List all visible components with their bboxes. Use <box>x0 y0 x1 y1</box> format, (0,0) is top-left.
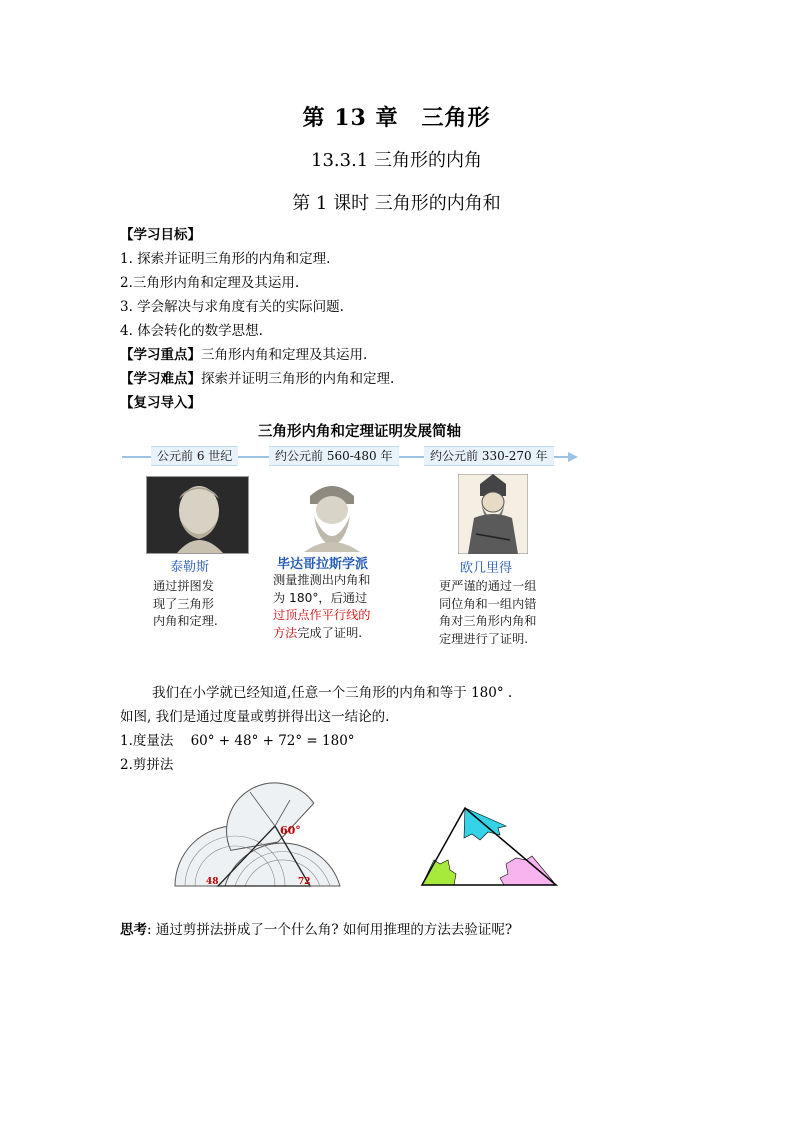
era-label: 约公元前 560-480 年 <box>269 446 399 466</box>
thales-name: 泰勒斯 <box>170 560 210 575</box>
objectives-label: 【学习目标】 <box>120 227 201 243</box>
think-text: : 通过剪拼法拼成了一个什么角? 如何用推理的方法去验证呢? <box>147 922 513 938</box>
pythagoras-portrait <box>296 476 368 552</box>
euclid-name: 欧几里得 <box>460 561 513 576</box>
chapter-title: 第 13 章 三角形 <box>302 105 491 131</box>
think-label: 思考 <box>120 922 147 938</box>
pythagoras-description: 测量推测出内角和 为 180°，后通过 过顶点作平行线的 方法完成了证明. <box>273 573 371 640</box>
review-label: 【复习导入】 <box>120 395 201 411</box>
era-label: 公元前 6 世纪 <box>151 446 238 466</box>
intro-line-1: 我们在小学就已经知道,任意一个三角形的内角和等于 180° . <box>152 685 513 701</box>
thales-portrait <box>146 476 249 554</box>
angle-left-label: 48 <box>206 877 219 887</box>
euclid-description: 更严谨的通过一组 同位角和一组内错 角对三角形内角和 定理进行了证明. <box>439 579 537 646</box>
focus-line <box>120 345 367 365</box>
pythagoras-name: 毕达哥拉斯学派 <box>277 557 369 572</box>
difficulty-line <box>120 369 394 389</box>
method-2-label: 2.剪拼法 <box>120 757 174 773</box>
method-1-label: 1.度量法 <box>120 733 174 749</box>
euclid-portrait <box>458 474 528 554</box>
difficulty-text: 探索并证明三角形的内角和定理. <box>201 371 395 387</box>
timeline-title: 三角形内角和定理证明发展简轴 <box>258 424 461 440</box>
protractor-figure <box>170 780 345 890</box>
think-line <box>120 920 512 940</box>
era-label: 约公元前 330-270 年 <box>424 446 554 466</box>
focus-text: 三角形内角和定理及其运用. <box>201 347 368 363</box>
method-1-line <box>120 731 355 751</box>
thales-description: 通过拼图发 现了三角形 内角和定理. <box>153 579 218 628</box>
intro-line-2: 如图, 我们是通过度量或剪拼得出这一结论的. <box>120 709 390 725</box>
section-title: 13.3.1 三角形的内角 <box>311 150 482 171</box>
objective-item: 1. 探索并证明三角形的内角和定理. <box>120 251 331 267</box>
cut-triangle-figure <box>418 802 563 892</box>
objective-item: 2.三角形内角和定理及其运用. <box>120 275 300 291</box>
objective-item: 3. 学会解决与求角度有关的实际问题. <box>120 299 344 315</box>
angle-right-label: 72 <box>298 877 311 887</box>
method-1-formula: 60° + 48° + 72° = 180° <box>190 733 355 749</box>
angle-top-label: 60° <box>280 824 301 837</box>
objective-item: 4. 体会转化的数学思想. <box>120 323 263 339</box>
difficulty-label: 【学习难点】 <box>120 371 201 387</box>
focus-label: 【学习重点】 <box>120 347 201 363</box>
lesson-title: 第 1 课时 三角形的内角和 <box>292 193 501 214</box>
